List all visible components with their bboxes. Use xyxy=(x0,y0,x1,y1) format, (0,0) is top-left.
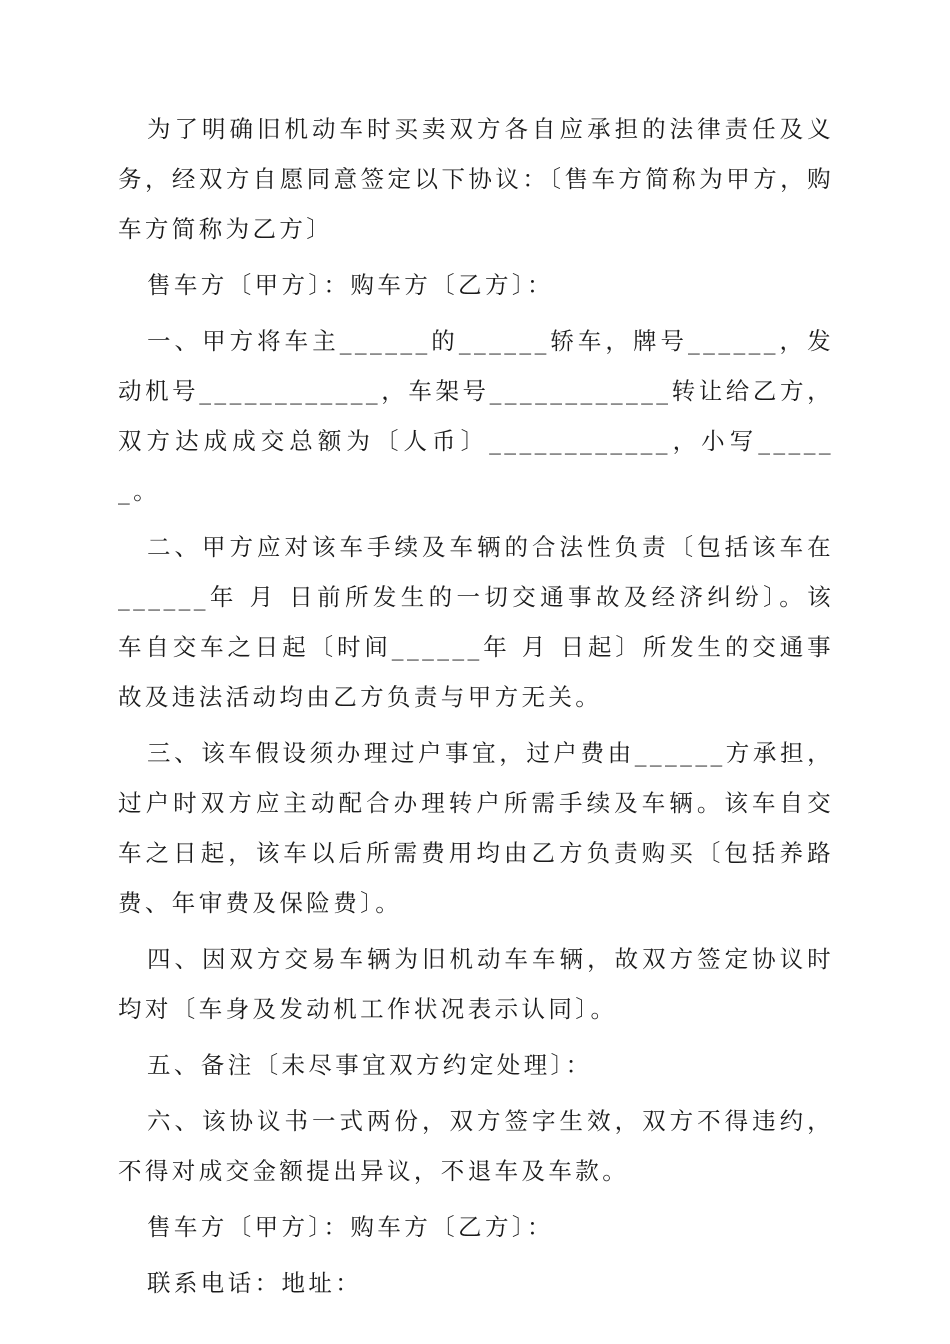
paragraph-clause-2: 二、甲方应对该车手续及车辆的合法性负责〔包括该车在______年 月 日前所发生的一切交通事故及经济纠纷〕。该车自交车之日起〔时间______年 月 日起〕所发生的交通事故及违法活动均由乙方负责与甲方无关。 xyxy=(118,533,834,711)
paragraph-clause-6: 六、该协议书一式两份，双方签字生效，双方不得违约，不得对成交金额提出异议，不退车及车款。 xyxy=(118,1107,834,1185)
paragraph-signatures: 售车方〔甲方〕：购车方〔乙方〕： xyxy=(147,1213,554,1241)
paragraph-parties: 售车方〔甲方〕：购车方〔乙方〕： xyxy=(147,271,554,299)
document-body xyxy=(118,104,834,1308)
paragraph-clause-3: 三、该车假设须办理过户事宜，过户费由______方承担，过户时双方应主动配合办理转户所需手续及车辆。该车自交车之日起，该车以后所需费用均由乙方负责购买〔包括养路费、年审费及保险费〕。 xyxy=(118,739,834,917)
paragraph-clause-4: 四、因双方交易车辆为旧机动车车辆，故双方签定协议时均对〔车身及发动机工作状况表示认同〕。 xyxy=(118,945,834,1023)
paragraph-clause-5: 五、备注〔未尽事宜双方约定处理〕： xyxy=(147,1051,593,1079)
paragraph-clause-1: 一、甲方将车主______的______轿车，牌号______，发动机号____________，车架号____________转让给乙方，双方达成成交总额为〔人币〕____________，小写______。 xyxy=(118,327,834,505)
paragraph-purpose: 为了明确旧机动车时买卖双方各自应承担的法律责任及义务，经双方自愿同意签定以下协议：〔售车方简称为甲方，购车方简称为乙方〕 xyxy=(118,115,834,243)
paragraph-contact: 联系电话：地址： xyxy=(147,1269,363,1297)
